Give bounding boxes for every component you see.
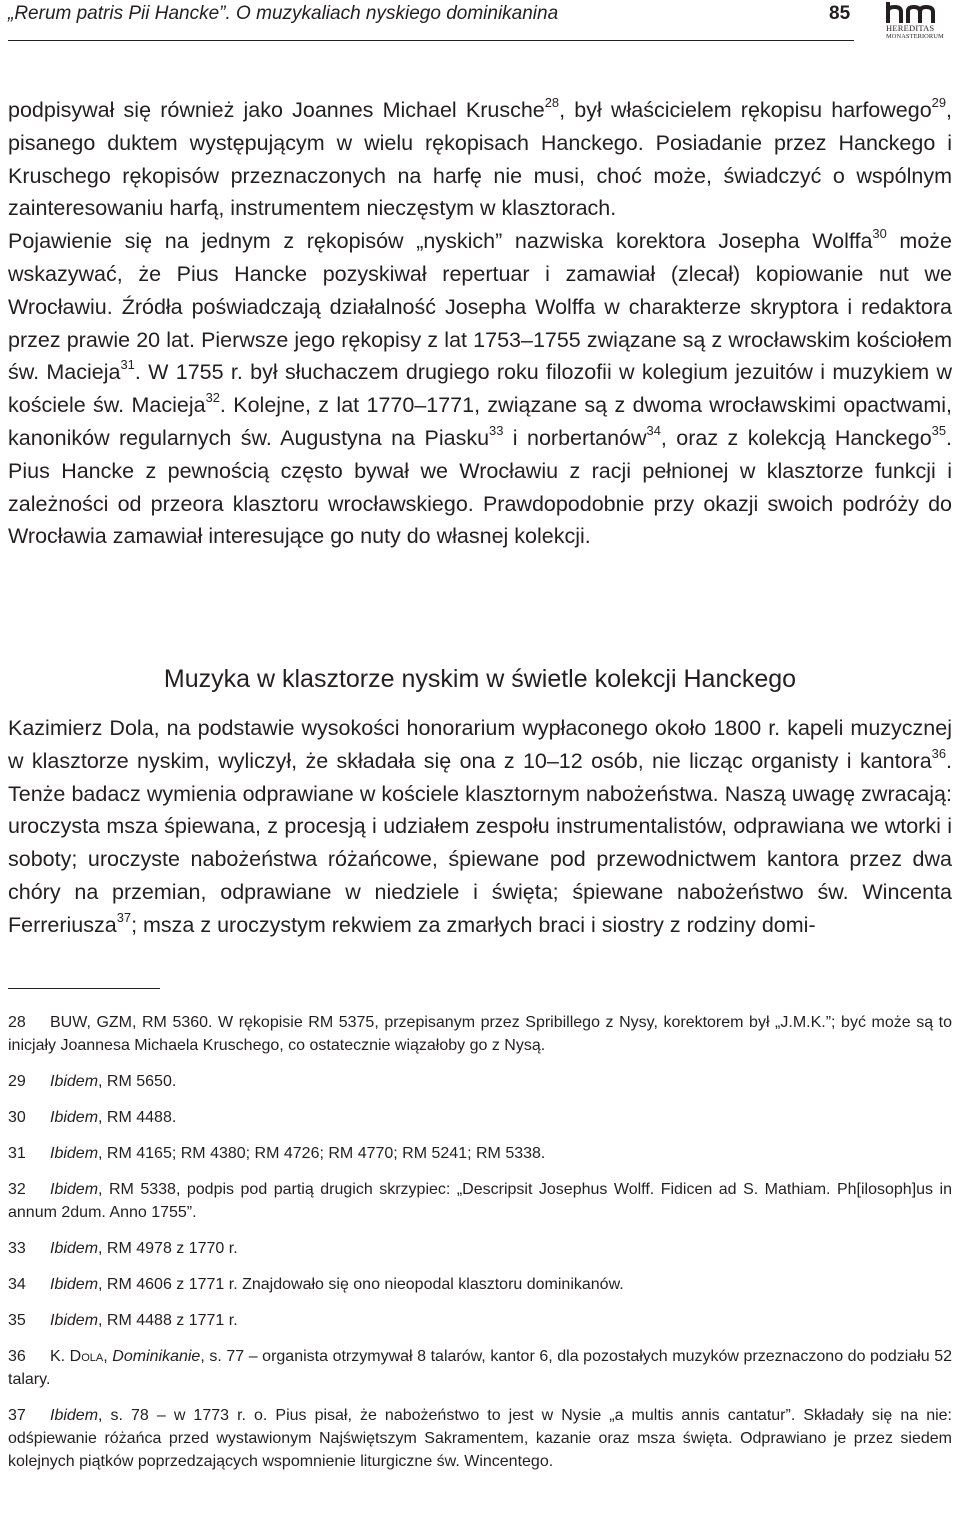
- paragraph-3: Kazimierz Dola, na podstawie wysokości honorarium wypłaconego około 1800 r. kapeli muzycznej w klasztorze nyskim, wyliczył, że składała się ona z 10–12 osób, nie licząc organisty i kantora$^{36}$. Tenże badacz wymienia odprawiane w kościele klasztornym nabożeństwa. Naszą uwagę zwracają: uroczysta msza śpiewana, z procesją i udziałem zespołu instrumentalistów, odprawiana we wtorki i soboty; uroczyste nabożeństwa różańcowe, śpiewane pod przewodnictwem kantora przez dwa chóry na przemian, odprawiane w niedziele i święta; śpiewane nabożeństwo św. Wincenta Ferreriusza$^{37}$; msza z uroczystym rekwiem za zmarłych braci i siostry z rodziny domi-: [8, 716, 952, 937]
- footnote-33: 33 Ibidem, RM 4978 z 1770 r.: [8, 1240, 238, 1257]
- page-number: 85: [829, 3, 851, 24]
- main-text-lower: [8, 712, 952, 942]
- paragraph-2: Pojawienie się na jednym z rękopisów „nyskich” nazwiska korektora Josepha Wolffa$^{30}$ może wskazywać, że Pius Hancke pozyskiwał repertuar i zamawiał (zlecał) kopiowanie nut we Wrocławiu. Źródła poświadczają działalność Josepha Wolffa w charakterze skryptora i redaktora przez prawie 20 lat. Pierwsze jego rękopisy z lat 1753–1755 związane są z wrocławskim kościołem św. Macieja$^{31}$. W 1755 r. był słuchaczem drugiego roku filozofii w kolegium jezuitów i muzykiem w kościele św. Macieja$^{32}$. Kolejne, z lat 1770–1771, związane są z dwoma wrocławskimi opactwami, kanoników regularnych św. Augustyna na Piasku$^{33}$ i norbertanów$^{34}$, oraz z kolekcją Hanckego$^{35}$. Pius Hancke z pewnością często bywał we Wrocławiu z racji pełnionej w klasztorze funkcji i zależności od przeora klasztoru wrocławskiego. Prawdopodobnie przy okazji swoich podróży do Wrocławia zamawiał interesujące go nuty do własnej kolekcji.: [8, 226, 953, 549]
- footnote-ref[interactable]: 31: [120, 357, 135, 373]
- footnote-32: 32 Ibidem, RM 5338, podpis pod partią drugich skrzypiec: „Descripsit Josephus Wolff. Fidicen ad S. Mathiam. Ph[ilosoph]us in annum 2dum. Anno 1755”.: [8, 1181, 952, 1221]
- hm-logo-icon: [886, 2, 938, 24]
- running-title: „Rerum patris Pii Hancke”. O muzykaliach nyskiego dominikanina: [8, 3, 559, 24]
- footnote-ref[interactable]: 37: [116, 909, 132, 925]
- footnote-separator: [8, 988, 160, 989]
- section-heading: Muzyka w klasztorze nyskim w świetle kolekcji Hanckego: [163, 665, 797, 693]
- footnote-34: 34 Ibidem, RM 4606 z 1771 r. Znajdowało się ono nieopodal klasztoru dominikanów.: [8, 1276, 624, 1293]
- footnote-ref[interactable]: 32: [205, 390, 220, 406]
- footnote-ref[interactable]: 28: [544, 94, 560, 110]
- logo-text-monasteriorum: MONASTERIORUM: [886, 33, 944, 40]
- footnote-37: 37 Ibidem, s. 78 – w 1773 r. o. Pius pisał, że nabożeństwo to jest w Nysie „a multis annis cantatur”. Składały się na nie: odśpiewanie różańca przed wystawionym Najświętszym Sakramentem, kazanie oraz msza święta. Odprawiano je przez siedem kolejnych piątków poprzedzających wspomnienie liturgiczne św. Wincentego.: [8, 1407, 952, 1470]
- footnote-35: 35 Ibidem, RM 4488 z 1771 r.: [8, 1312, 238, 1329]
- footnote-36: 36 K. Dola, Dominikanie, s. 77 – organista otrzymywał 8 talarów, kantor 6, dla pozostałych muzyków przeznaczono do podziału 52 talary.: [8, 1348, 952, 1388]
- footnote-ref[interactable]: 34: [646, 422, 661, 438]
- hereditas-monasteriorum-logo: [886, 2, 952, 48]
- footnote-31: 31 Ibidem, RM 4165; RM 4380; RM 4726; RM 4770; RM 5241; RM 5338.: [8, 1145, 546, 1162]
- main-text-upper: [8, 94, 952, 553]
- page-header: [8, 0, 954, 44]
- logo-text-hereditas: HEREDITAS: [886, 23, 935, 33]
- paragraph-1: podpisywał się również jako Joannes Michael Krusche$^{28}$, był właścicielem rękopisu harfowego$^{29}$, pisanego duktem występującym w wielu rękopisach Hanckego. Posiadanie przez Hanckego i Kruschego rękopisów przeznaczonych na harfę nie musi, choć może, świadczyć o wspólnym zainteresowaniu harfą, instrumentem nieczęstym w klasztorach.: [8, 94, 952, 221]
- footnote-ref[interactable]: 30: [872, 226, 887, 242]
- footnote-ref[interactable]: 36: [931, 745, 947, 761]
- footnote-28: 28 BUW, GZM, RM 5360. W rękopisie RM 5375, przepisanym przez Spribillego z Nysy, korektorem był „J.M.K.”; być może są to inicjały Joannesa Michaela Kruschego, co ostatecznie wiązałoby go z Nysą.: [8, 1014, 952, 1054]
- footnotes: [8, 1011, 952, 1486]
- footnote-ref[interactable]: 29: [931, 94, 947, 110]
- footnote-29: 29 Ibidem, RM 5650.: [8, 1073, 177, 1090]
- footnote-ref[interactable]: 33: [489, 422, 504, 438]
- footnote-30: 30 Ibidem, RM 4488.: [8, 1109, 177, 1126]
- footnote-ref[interactable]: 35: [931, 422, 947, 438]
- header-rule: [8, 40, 854, 41]
